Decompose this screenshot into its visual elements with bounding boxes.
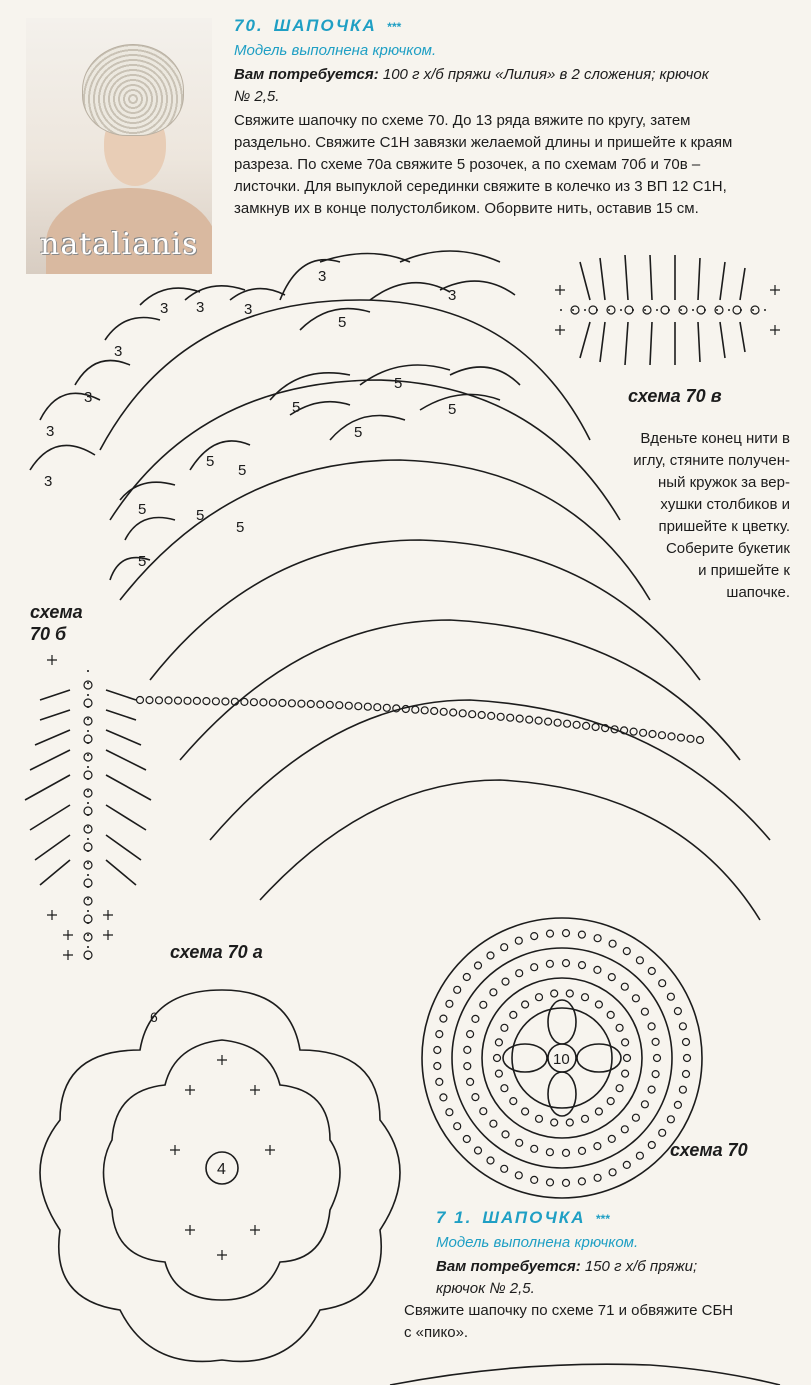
chain-stitch-mark bbox=[687, 735, 694, 742]
chain-stitch-mark bbox=[515, 1172, 522, 1179]
chain-stitch-mark bbox=[463, 1136, 470, 1143]
chain-stitch-mark bbox=[288, 700, 295, 707]
chain-stitch-mark bbox=[535, 717, 542, 724]
chain-stitch-mark bbox=[594, 966, 601, 973]
row-number: 3 bbox=[160, 300, 169, 317]
chain-stitch-mark bbox=[84, 807, 92, 815]
single-crochet-mark bbox=[103, 910, 113, 920]
row-number: 5 bbox=[238, 462, 247, 479]
single-crochet-mark bbox=[555, 285, 565, 295]
chain-stitch-mark bbox=[625, 306, 633, 314]
chain-stitch-mark bbox=[679, 1023, 686, 1030]
chain-stitch-mark bbox=[440, 708, 447, 715]
chain-stitch-mark bbox=[501, 1024, 508, 1031]
hat-shell-arcs bbox=[30, 251, 520, 580]
chain-stitch-mark bbox=[464, 1046, 471, 1053]
chain-stitch-mark bbox=[674, 1008, 681, 1015]
chain-stitch-mark bbox=[412, 706, 419, 713]
chain-stitch-mark bbox=[648, 968, 655, 975]
chain-stitch-mark bbox=[594, 935, 601, 942]
article-71-number: 7 1. bbox=[436, 1208, 473, 1227]
row-number: 3 bbox=[196, 299, 205, 316]
chain-stitch-mark bbox=[641, 1101, 648, 1108]
single-crochet-mark bbox=[47, 910, 57, 920]
chain-stitch-mark bbox=[566, 1119, 573, 1126]
req-label: Вам потребуется: bbox=[234, 66, 379, 83]
chain-stitch-mark bbox=[487, 952, 494, 959]
chain-stitch-mark bbox=[679, 1086, 686, 1093]
single-crochet-mark bbox=[265, 1145, 275, 1155]
chain-stitch-mark bbox=[573, 721, 580, 728]
article-71-body bbox=[404, 1300, 799, 1344]
row-number: 5 bbox=[292, 399, 301, 416]
chain-stitch-mark bbox=[733, 306, 741, 314]
row-number: 5 bbox=[338, 314, 347, 331]
chain-stitch-mark bbox=[84, 951, 92, 959]
chain-stitch-mark bbox=[501, 1165, 508, 1172]
chain-stitch-mark bbox=[156, 697, 163, 704]
row-number: 5 bbox=[236, 519, 245, 536]
chain-stitch-mark bbox=[480, 1001, 487, 1008]
chain-stitch-mark bbox=[326, 701, 333, 708]
chain-stitch-mark bbox=[383, 704, 390, 711]
chain-stitch-mark bbox=[661, 306, 669, 314]
chain-stitch-mark bbox=[636, 1152, 643, 1159]
chain-stitch-mark bbox=[241, 698, 248, 705]
crown-center-number: 10 bbox=[553, 1051, 570, 1068]
article-71-title bbox=[436, 1208, 610, 1228]
single-crochet-mark bbox=[770, 285, 780, 295]
chain-stitch-mark bbox=[563, 930, 570, 937]
chain-stitch-mark bbox=[649, 731, 656, 738]
chain-stitch-mark bbox=[454, 986, 461, 993]
single-crochet-mark bbox=[170, 1145, 180, 1155]
chain-stitch-mark bbox=[554, 719, 561, 726]
chain-stitch-mark bbox=[464, 1063, 471, 1070]
article-71-name: ШАПОЧКА bbox=[482, 1208, 586, 1227]
chain-stitch-mark bbox=[421, 707, 428, 714]
chain-stitch-mark bbox=[84, 915, 92, 923]
chain-stitch-mark bbox=[472, 1015, 479, 1022]
chain-stitch-mark bbox=[307, 701, 314, 708]
chain-stitch-mark bbox=[546, 960, 553, 967]
row-number: 3 bbox=[318, 268, 327, 285]
chain-stitch-mark bbox=[510, 1011, 517, 1018]
chain-stitch-mark bbox=[84, 879, 92, 887]
req-label: Вам потребуется: bbox=[436, 1258, 581, 1275]
chain-stitch-mark bbox=[579, 962, 586, 969]
chain-stitch-mark bbox=[374, 704, 381, 711]
leaf-instruction bbox=[575, 428, 790, 604]
chain-stitch-mark bbox=[621, 1126, 628, 1133]
row-number: 5 bbox=[138, 553, 147, 570]
chain-stitch-mark bbox=[467, 1078, 474, 1085]
chain-stitch-mark bbox=[431, 708, 438, 715]
chain-stitch-mark bbox=[510, 1098, 517, 1105]
single-crochet-mark bbox=[103, 930, 113, 940]
body-line: Свяжите шапочку по схеме 71 и обвяжите СБН bbox=[404, 1302, 734, 1319]
chain-stitch-mark bbox=[592, 724, 599, 731]
body-line: с «пико». bbox=[404, 1324, 469, 1341]
watermark: natalianis bbox=[40, 227, 199, 262]
row-number: 3 bbox=[448, 287, 457, 304]
chain-stitch-mark bbox=[495, 1070, 502, 1077]
chain-stitch-mark bbox=[607, 1011, 614, 1018]
chain-stitch-mark bbox=[279, 700, 286, 707]
article-71-requirements bbox=[436, 1256, 796, 1300]
instruction-line: Вденьте конец нити в bbox=[640, 430, 790, 447]
chain-stitch-mark bbox=[203, 698, 210, 705]
instruction-line: шапочке. bbox=[726, 584, 790, 601]
chain-stitch-mark bbox=[531, 1145, 538, 1152]
chain-stitch-mark bbox=[668, 733, 675, 740]
chain-stitch-mark bbox=[478, 712, 485, 719]
chain-stitch-mark bbox=[674, 1101, 681, 1108]
chain-stitch-mark bbox=[536, 1115, 543, 1122]
chain-stitch-mark bbox=[564, 720, 571, 727]
row-numbers bbox=[44, 268, 570, 1178]
chain-stitch-mark bbox=[475, 962, 482, 969]
chain-stitch-mark bbox=[463, 974, 470, 981]
single-crochet-mark bbox=[555, 325, 565, 335]
chain-stitch-mark bbox=[589, 306, 597, 314]
chain-stitch-mark bbox=[260, 699, 267, 706]
single-crochet-mark bbox=[63, 950, 73, 960]
chain-stitch-mark bbox=[659, 732, 666, 739]
article-70-subtitle: Модель выполнена крючком. bbox=[234, 42, 437, 59]
instruction-line: ный кружок за вер- bbox=[658, 474, 790, 491]
chain-stitch-mark bbox=[531, 964, 538, 971]
chain-stitch-mark bbox=[579, 1147, 586, 1154]
article-70-stars: *** bbox=[386, 20, 401, 34]
chain-stitch-mark bbox=[450, 709, 457, 716]
flower-row-number: 6 bbox=[150, 1009, 158, 1025]
chain-stitch-mark bbox=[454, 1123, 461, 1130]
chain-stitch-mark bbox=[594, 1143, 601, 1150]
chain-stitch-mark bbox=[623, 1161, 630, 1168]
chain-stitch-mark bbox=[640, 729, 647, 736]
chain-stitch-mark bbox=[522, 1108, 529, 1115]
scheme-71-partial bbox=[390, 1364, 780, 1385]
instruction-line: пришейте к цветку. bbox=[658, 518, 790, 535]
chain-stitch-mark bbox=[683, 1071, 690, 1078]
chain-stitch-mark bbox=[630, 728, 637, 735]
row-number: 5 bbox=[354, 424, 363, 441]
chain-stitch-mark bbox=[501, 1085, 508, 1092]
single-crochet-mark bbox=[250, 1225, 260, 1235]
article-71-subtitle: Модель выполнена крючком. bbox=[436, 1234, 639, 1251]
chain-stitch-mark bbox=[184, 697, 191, 704]
chain-stitch-mark bbox=[440, 1094, 447, 1101]
chain-stitch-mark bbox=[488, 712, 495, 719]
chain-stitch-mark bbox=[648, 1086, 655, 1093]
chain-stitch-mark bbox=[582, 1115, 589, 1122]
chain-stitch-mark bbox=[516, 970, 523, 977]
body-line: разреза. По схеме 70а свяжите 5 розочек, а по схемам 70б и 70в – bbox=[234, 156, 701, 173]
chain-stitch-mark bbox=[582, 994, 589, 1001]
chain-stitch-mark bbox=[336, 702, 343, 709]
chain-stitch-mark bbox=[222, 698, 229, 705]
instruction-line: и пришейте к bbox=[698, 562, 790, 579]
chain-stitch-mark bbox=[250, 699, 257, 706]
chain-stitch-mark bbox=[355, 703, 362, 710]
chain-stitch-mark bbox=[547, 1179, 554, 1186]
single-crochet-mark bbox=[185, 1225, 195, 1235]
chain-stitch-mark bbox=[84, 843, 92, 851]
chain-stitch-mark bbox=[469, 711, 476, 718]
row-number: 3 bbox=[44, 473, 53, 490]
row-number: 5 bbox=[138, 501, 147, 518]
chain-stitch-mark bbox=[193, 697, 200, 704]
chain-stitch-mark bbox=[501, 944, 508, 951]
chain-stitch-mark bbox=[648, 1023, 655, 1030]
chain-stitch-mark bbox=[583, 722, 590, 729]
chain-stitch-mark bbox=[440, 1015, 447, 1022]
scheme-70-label: схема 70 bbox=[670, 1140, 748, 1160]
chain-stitch-mark bbox=[459, 710, 466, 717]
single-crochet-mark bbox=[185, 1085, 195, 1095]
row-number: 5 bbox=[394, 375, 403, 392]
chain-stitch-mark bbox=[84, 699, 92, 707]
chain-stitch-mark bbox=[536, 994, 543, 1001]
body-line: замкнув их в конце полустолбиком. Оборвите нить, оставив 15 см. bbox=[234, 200, 699, 217]
leaf-scheme-70v bbox=[560, 255, 770, 365]
chain-stitch-mark bbox=[684, 1055, 691, 1062]
chain-stitch-mark bbox=[317, 701, 324, 708]
instruction-line: хушки столбиков и bbox=[660, 496, 790, 513]
chain-stitch-mark bbox=[595, 1001, 602, 1008]
body-line: раздельно. Свяжите С1Н завязки желаемой длины и пришейте к краям bbox=[234, 134, 733, 151]
chain-stitch-mark bbox=[487, 1157, 494, 1164]
chain-stitch-mark bbox=[495, 1039, 502, 1046]
chain-stitch-mark bbox=[434, 1047, 441, 1054]
chain-stitch-mark bbox=[697, 737, 704, 744]
req-value-2: № 2,5. bbox=[234, 88, 280, 105]
chain-stitch-mark bbox=[137, 697, 144, 704]
scheme-70b-label-1: схема bbox=[30, 602, 83, 622]
chain-stitch-mark bbox=[551, 990, 558, 997]
chain-stitch-mark bbox=[446, 1000, 453, 1007]
body-line: листочки. Для выпуклой серединки свяжите в колечко из 3 ВП 12 С1Н, bbox=[234, 178, 727, 195]
chain-stitch-mark bbox=[667, 1116, 674, 1123]
row-number: 5 bbox=[206, 453, 215, 470]
chain-stitch-mark bbox=[84, 735, 92, 743]
chain-stitch-mark bbox=[609, 1169, 616, 1176]
chain-stitch-mark bbox=[165, 697, 172, 704]
chain-stitch-mark bbox=[472, 1094, 479, 1101]
single-crochet-mark bbox=[217, 1055, 227, 1065]
body-line: Свяжите шапочку по схеме 70. До 13 ряда вяжите по кругу, затем bbox=[234, 112, 691, 129]
chain-stitch-mark bbox=[490, 1120, 497, 1127]
chain-stitch-mark bbox=[622, 1070, 629, 1077]
chain-stitch-mark bbox=[490, 989, 497, 996]
chain-stitch-mark bbox=[212, 698, 219, 705]
chain-stitch-mark bbox=[607, 1098, 614, 1105]
chain-stitch-mark bbox=[446, 1109, 453, 1116]
chain-stitch-mark bbox=[497, 713, 504, 720]
chain-stitch-mark bbox=[494, 1055, 501, 1062]
req-value-2: крючок № 2,5. bbox=[436, 1280, 535, 1297]
chain-stitch-mark bbox=[578, 931, 585, 938]
chain-stitch-mark bbox=[364, 703, 371, 710]
chain-stitch-mark bbox=[654, 1055, 661, 1062]
req-value-1: 150 г х/б пряжи; bbox=[584, 1258, 698, 1275]
chain-stitch-mark bbox=[652, 1038, 659, 1045]
row-number: 3 bbox=[46, 423, 55, 440]
chain-stitch-mark bbox=[175, 697, 182, 704]
single-crochet-mark bbox=[770, 325, 780, 335]
chain-stitch-mark bbox=[636, 957, 643, 964]
chain-stitch-mark bbox=[480, 1108, 487, 1115]
chain-stitch-mark bbox=[515, 937, 522, 944]
chain-stitch-mark bbox=[678, 734, 685, 741]
article-70-number: 70. bbox=[234, 16, 264, 35]
chain-stitch-mark bbox=[632, 995, 639, 1002]
chain-stitch-mark bbox=[667, 993, 674, 1000]
instruction-line: иглу, стяните получен- bbox=[633, 452, 790, 469]
chain-stitch-mark bbox=[632, 1114, 639, 1121]
single-crochet-mark bbox=[250, 1085, 260, 1095]
chain-stitch-mark bbox=[659, 1129, 666, 1136]
instruction-line: Соберите букетик bbox=[665, 540, 790, 557]
chain-stitch-mark bbox=[546, 1149, 553, 1156]
chain-stitch-mark bbox=[84, 771, 92, 779]
chain-stitch-mark bbox=[616, 1085, 623, 1092]
chain-stitch-mark bbox=[578, 1178, 585, 1185]
chain-stitch-mark bbox=[298, 700, 305, 707]
chain-stitch-mark bbox=[594, 1174, 601, 1181]
chain-stitch-mark bbox=[531, 933, 538, 940]
chain-stitch-mark bbox=[522, 1001, 529, 1008]
chain-stitch-mark bbox=[616, 1024, 623, 1031]
chain-stitch-mark bbox=[436, 1078, 443, 1085]
chain-stitch-mark bbox=[516, 715, 523, 722]
chain-stitch-mark bbox=[502, 1131, 509, 1138]
chain-stitch-mark bbox=[269, 699, 276, 706]
scheme-70v-label: схема 70 в bbox=[628, 386, 722, 406]
chain-stitch-mark bbox=[683, 1039, 690, 1046]
row-number: 3 bbox=[84, 389, 93, 406]
chain-stitch-mark bbox=[566, 990, 573, 997]
scheme-70b-label-2: 70 б bbox=[30, 624, 67, 644]
chain-stitch-mark bbox=[641, 1008, 648, 1015]
row-number: 3 bbox=[114, 343, 123, 360]
row-number: 5 bbox=[448, 401, 457, 418]
chain-stitch-mark bbox=[434, 1063, 441, 1070]
chain-stitch-mark bbox=[507, 714, 514, 721]
row-number: 3 bbox=[244, 301, 253, 318]
single-crochet-mark bbox=[63, 930, 73, 940]
chain-stitch-mark bbox=[563, 960, 570, 967]
chain-stitch-mark bbox=[547, 930, 554, 937]
chain-stitch-mark bbox=[516, 1139, 523, 1146]
chain-stitch-mark bbox=[622, 1039, 629, 1046]
single-crochet-mark bbox=[217, 1250, 227, 1260]
chain-stitch-mark bbox=[146, 697, 153, 704]
chain-stitch-mark bbox=[563, 1179, 570, 1186]
chain-stitch-mark bbox=[608, 974, 615, 981]
chain-stitch-mark bbox=[545, 718, 552, 725]
chain-stitch-mark bbox=[563, 1149, 570, 1156]
scheme-70a-label: схема 70 а bbox=[170, 942, 263, 962]
chain-stitch-mark bbox=[652, 1071, 659, 1078]
flower-center-number: 4 bbox=[217, 1161, 226, 1178]
chain-stitch-mark bbox=[502, 978, 509, 985]
article-71-stars: *** bbox=[595, 1212, 610, 1226]
row-number: 5 bbox=[196, 507, 205, 524]
article-70-name: ШАПОЧКА bbox=[273, 16, 377, 35]
chain-stitch-mark bbox=[609, 940, 616, 947]
chain-stitch-mark bbox=[531, 1176, 538, 1183]
chain-stitch-mark bbox=[624, 1055, 631, 1062]
chain-stitch-mark bbox=[648, 1142, 655, 1149]
chain-stitch-mark bbox=[475, 1147, 482, 1154]
chain-stitch-mark bbox=[436, 1031, 443, 1038]
chain-stitch-mark bbox=[345, 702, 352, 709]
chain-stitch-mark bbox=[608, 1135, 615, 1142]
chain-stitch-mark bbox=[697, 306, 705, 314]
chain-stitch-mark bbox=[623, 948, 630, 955]
req-value-1: 100 г х/б пряжи «Лилия» в 2 сложения; крючок bbox=[382, 66, 709, 83]
chain-stitch-mark bbox=[595, 1108, 602, 1115]
chain-stitch-mark bbox=[659, 980, 666, 987]
chain-stitch-mark bbox=[467, 1031, 474, 1038]
chain-stitch-mark bbox=[551, 1119, 558, 1126]
single-crochet-mark bbox=[47, 655, 57, 665]
chain-stitch-mark bbox=[526, 716, 533, 723]
chain-stitch-mark bbox=[621, 983, 628, 990]
